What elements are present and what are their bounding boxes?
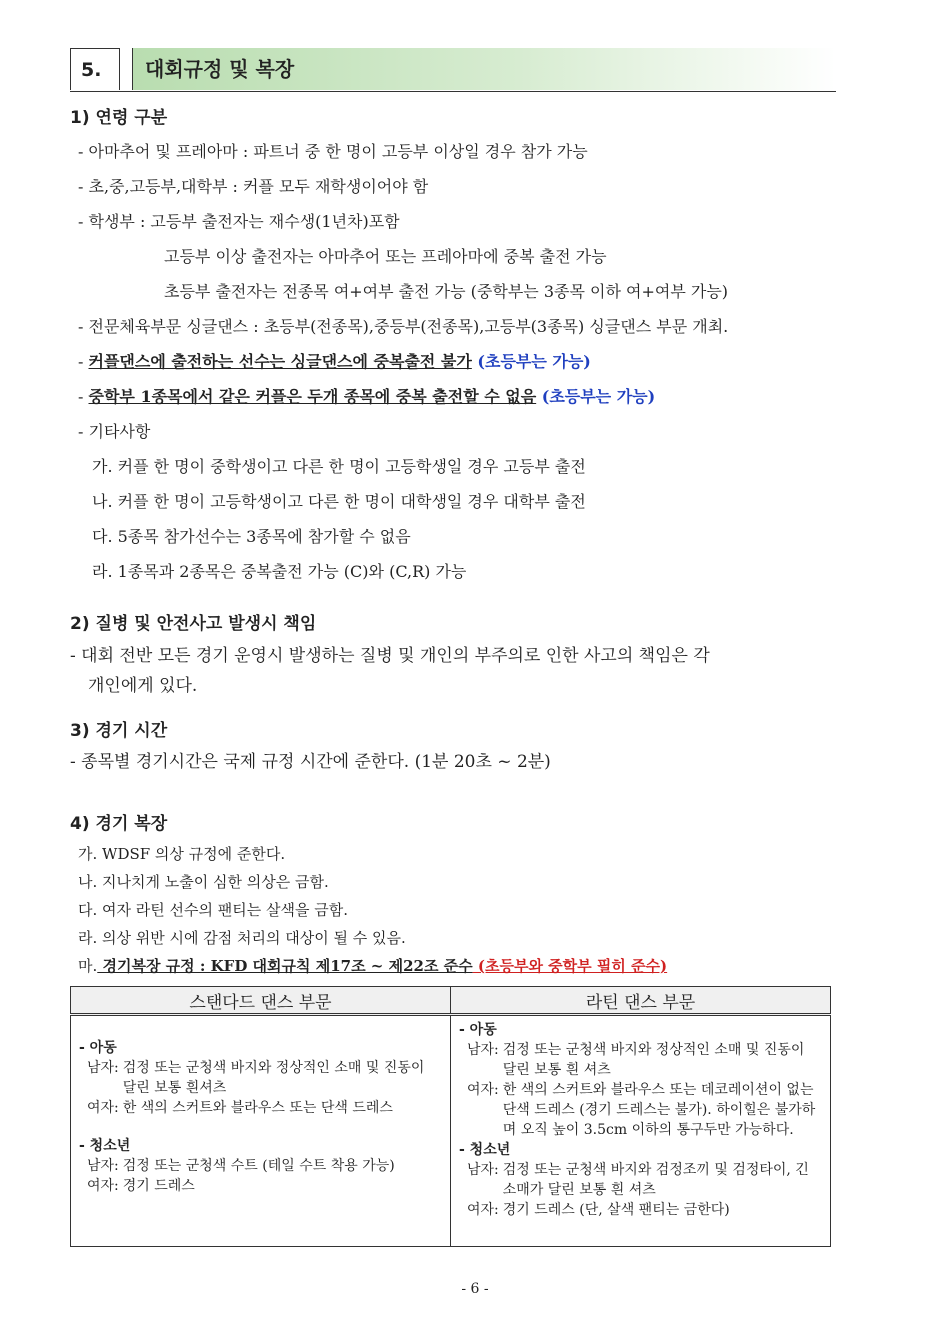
list-item	[79, 1058, 442, 1098]
liability-line: - 대회 전반 모든 경기 운영시 발생하는 질병 및 개인의 부주의로 인한 사고의 책임은 각	[70, 646, 710, 666]
liability-line: 개인에게 있다.	[88, 676, 198, 696]
dress-rule-note: (초등부와 중학부 필히 준수)	[472, 957, 668, 975]
rule-emphasis-text: 중학부 1종목에서 같은 커플은 두개 종목에 중복 출전할 수 없음	[88, 387, 537, 406]
list-marker: 마.	[78, 957, 98, 975]
rule-note: (초등부는 가능)	[471, 352, 591, 371]
heading-match-time: 3) 경기 시간	[70, 721, 168, 741]
item-key: 남자:	[467, 1162, 499, 1178]
rule-emphasis-text: 커플댄스에 출전하는 선수는 싱글댄스에 중복출전 불가	[88, 352, 472, 371]
item-value: 한 색의 스커트와 블라우스 또는 단색 드레스	[122, 1100, 393, 1116]
etc-item: 나. 커플 한 명이 고등학생이고 다른 한 명이 대학생일 경우 대학부 출전	[92, 492, 586, 511]
section-header	[70, 48, 836, 92]
heading-age-division: 1) 연령 구분	[70, 108, 168, 128]
item-value: 검정 또는 군청색 바지와 검정조끼 및 검정타이, 긴 소매가 달린 보통 흰 셔츠	[502, 1162, 809, 1198]
heading-dress-code: 4) 경기 복장	[70, 814, 168, 834]
dress-rule: 다. 여자 라틴 선수의 팬티는 살색을 금함.	[78, 901, 348, 919]
item-value: 한 색의 스커트와 블라우스 또는 데코레이션이 없는 단색 드레스 (경기 드레스는 불가). 하이힐은 불가하며 오직 높이 3.5cm 이하의 통구두만 가능하다.	[502, 1082, 816, 1138]
section-number: 5.	[70, 48, 120, 90]
rule-line: - 기타사항	[78, 422, 151, 441]
dress-code-table	[70, 986, 831, 1247]
rule-line: - 학생부 : 고등부 출전자는 재수생(1년차)포함	[78, 212, 400, 231]
table-header-row	[71, 987, 831, 1015]
group-label: - 청소년	[79, 1138, 131, 1154]
item-value: 검정 또는 군청색 바지와 정상적인 소매 및 진동이 달린 보통 흰셔츠	[122, 1060, 425, 1096]
etc-item: 다. 5종목 참가선수는 3종목에 참가할 수 없음	[92, 527, 411, 546]
list-item	[459, 1080, 822, 1140]
item-key: 남자:	[87, 1060, 119, 1076]
page-number: - 6 -	[461, 1281, 489, 1297]
dress-rule-text: 경기복장 규정 : KFD 대회규칙 제17조 ~ 제22조 준수	[97, 957, 473, 975]
dash: -	[78, 352, 89, 371]
dress-rule: 가. WDSF 의상 규정에 준한다.	[78, 845, 286, 863]
table-row	[71, 1015, 831, 1247]
section-title: 대회규정 및 복장	[132, 48, 836, 90]
column-header-standard: 스탠다드 댄스 부문	[71, 987, 451, 1015]
latin-cell	[451, 1015, 831, 1247]
group-label: - 아동	[79, 1040, 117, 1056]
rule-line: - 전문체육부문 싱글댄스 : 초등부(전종목),중등부(전종목),고등부(3종목) 싱글댄스 부문 개최.	[78, 317, 729, 336]
item-value: 검정 또는 군청색 바지와 정상적인 소매 및 진동이 달린 보통 흰 셔츠	[502, 1042, 805, 1078]
dress-rule: 라. 의상 위반 시에 감점 처리의 대상이 될 수 있음.	[78, 929, 406, 947]
item-key: 남자:	[87, 1158, 119, 1174]
item-value: 검정 또는 군청색 수트 (테일 수트 착용 가능)	[122, 1158, 395, 1174]
rule-line: 고등부 이상 출전자는 아마추어 또는 프레아마에 중복 출전 가능	[164, 247, 607, 266]
list-item	[79, 1156, 442, 1176]
item-key: 여자:	[87, 1178, 119, 1194]
rule-line: - 초,중,고등부,대학부 : 커플 모두 재학생이어야 함	[78, 177, 429, 196]
item-key: 여자:	[467, 1202, 499, 1218]
rule-line: - 아마추어 및 프레아마 : 파트너 중 한 명이 고등부 이상일 경우 참가 가능	[78, 142, 588, 161]
list-item	[459, 1160, 822, 1200]
rule-note: (초등부는 가능)	[536, 387, 656, 406]
etc-item: 가. 커플 한 명이 중학생이고 다른 한 명이 고등학생일 경우 고등부 출전	[92, 457, 586, 476]
heading-liability: 2) 질병 및 안전사고 발생시 책임	[70, 614, 317, 634]
list-item	[459, 1200, 822, 1220]
rule-line: 초등부 출전자는 전종목 여+여부 출전 가능 (중학부는 3종목 이하 여+여부 가능)	[164, 282, 729, 301]
list-item	[79, 1176, 442, 1196]
item-value: 경기 드레스 (단, 살색 팬티는 금한다)	[502, 1202, 730, 1218]
list-item	[459, 1040, 822, 1080]
item-key: 남자:	[467, 1042, 499, 1058]
rule-line-emphasis	[78, 386, 655, 408]
column-header-latin: 라틴 댄스 부문	[451, 987, 831, 1015]
dress-rule-emphasis	[78, 955, 667, 977]
group-label: - 청소년	[459, 1142, 511, 1158]
list-item	[79, 1098, 442, 1118]
etc-item: 라. 1종목과 2종목은 중복출전 가능 (C)와 (C,R) 가능	[92, 562, 467, 581]
item-key: 여자:	[87, 1100, 119, 1116]
dash: -	[78, 387, 89, 406]
item-value: 경기 드레스	[122, 1178, 195, 1194]
standard-cell	[71, 1015, 451, 1247]
item-key: 여자:	[467, 1082, 499, 1098]
group-label: - 아동	[459, 1022, 497, 1038]
rule-line-emphasis	[78, 351, 591, 373]
match-time-line: - 종목별 경기시간은 국제 규정 시간에 준한다. (1분 20초 ~ 2분)	[70, 752, 551, 772]
dress-rule: 나. 지나치게 노출이 심한 의상은 금함.	[78, 873, 329, 891]
